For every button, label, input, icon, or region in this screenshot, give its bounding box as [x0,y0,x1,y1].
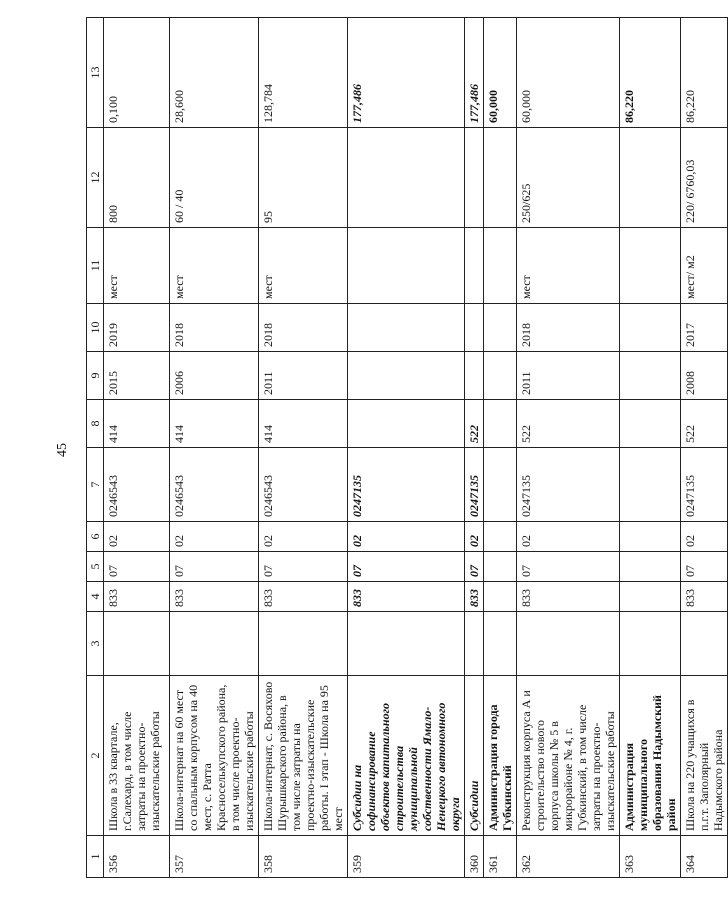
amount: 177,486 [465,18,484,128]
cell-col7 [620,448,681,522]
cell-col4: 833 [517,582,620,612]
col-header-11: 11 [87,228,104,304]
cell-col4: 833 [170,582,259,612]
cell-col11 [465,228,484,304]
col-header-7: 7 [87,448,104,522]
row-number: 362 [517,836,620,878]
col-header-3: 3 [87,612,104,676]
cell-col12: 220/ 6760,03 [681,128,728,228]
cell-col8: 414 [104,400,170,448]
cell-col11 [348,228,465,304]
object-name: Администрация города Губкинский [484,676,517,836]
col-header-10: 10 [87,304,104,352]
cell-col11 [620,228,681,304]
table-row [104,18,170,878]
cell-col9 [484,352,517,400]
col-header-8: 8 [87,400,104,448]
table-row [348,18,465,878]
table-row [465,18,484,878]
cell-col9: 2008 [681,352,728,400]
cell-col5: 07 [348,552,465,582]
cell-col6: 02 [170,522,259,552]
row-number: 360 [465,836,484,878]
table-row [170,18,259,878]
cell-col3 [484,612,517,676]
cell-col12 [348,128,465,228]
cell-col4: 833 [348,582,465,612]
cell-col9 [348,352,465,400]
cell-col4: 833 [259,582,348,612]
cell-col9: 2006 [170,352,259,400]
amount: 60,000 [484,18,517,128]
cell-col11: мест [517,228,620,304]
table-row [681,18,728,878]
cell-col6 [484,522,517,552]
row-number: 361 [484,836,517,878]
cell-col3 [517,612,620,676]
cell-col11: мест/ м2 [681,228,728,304]
object-name: Школа-интернат на 60 мест со спальным корпусом на 40 мест, с. Ратта Красноселькупского района, в том числе проектно-изыскательские работы [170,676,259,836]
cell-col6 [620,522,681,552]
cell-col12 [465,128,484,228]
rotated-table-wrapper [86,18,725,878]
cell-col6: 02 [259,522,348,552]
col-header-1: 1 [87,836,104,878]
cell-col8 [348,400,465,448]
object-name: Школа-интернат, с. Восяхово Шурышкарского района, в том числе затраты на проектно-изыскательские работы. I этап - Школа на 95 мест [259,676,348,836]
cell-col3 [620,612,681,676]
cell-col8: 414 [259,400,348,448]
cell-col7: 0246543 [259,448,348,522]
cell-col9: 2011 [259,352,348,400]
page-number: 45 [55,443,70,457]
row-number: 356 [104,836,170,878]
cell-col9: 2011 [517,352,620,400]
cell-col7: 0247135 [681,448,728,522]
object-name: Реконструкция корпуса А и строительство нового корпуса школы № 5 в микрорайоне № 4, г. Губкинский, в том числе затраты на проектно-изыскательские работы [517,676,620,836]
cell-col11 [484,228,517,304]
object-name: Субсидии на софинансирование объектов капитального строительства муниципальной собственности Ямало-Ненецкого автономного округа [348,676,465,836]
amount: 0,100 [104,18,170,128]
cell-col4: 833 [104,582,170,612]
cell-col10 [348,304,465,352]
cell-col10: 2018 [170,304,259,352]
cell-col11: мест [104,228,170,304]
cell-col3 [259,612,348,676]
cell-col3 [465,612,484,676]
table-row [259,18,348,878]
col-header-4: 4 [87,582,104,612]
col-header-9: 9 [87,352,104,400]
cell-col7: 0246543 [170,448,259,522]
cell-col8 [620,400,681,448]
cell-col4: 833 [465,582,484,612]
cell-col6: 02 [681,522,728,552]
cell-col12: 95 [259,128,348,228]
cell-col6: 02 [517,522,620,552]
object-name: Администрация муниципального образования Надымский район [620,676,681,836]
cell-col4: 833 [681,582,728,612]
cell-col5: 07 [104,552,170,582]
cell-col3 [681,612,728,676]
cell-col11: мест [259,228,348,304]
amount: 128,784 [259,18,348,128]
cell-col5: 07 [465,552,484,582]
row-number: 358 [259,836,348,878]
col-header-5: 5 [87,552,104,582]
cell-col9 [465,352,484,400]
object-name: Школа на 220 учащихся в п.г.т. Заполярный Надымского района [681,676,728,836]
cell-col9: 2015 [104,352,170,400]
cell-col8 [484,400,517,448]
cell-col9 [620,352,681,400]
cell-col7: 0247135 [517,448,620,522]
amount: 86,220 [620,18,681,128]
cell-col5: 07 [259,552,348,582]
cell-col3 [348,612,465,676]
cell-col5: 07 [517,552,620,582]
cell-col8: 414 [170,400,259,448]
cell-col3 [170,612,259,676]
table-row [484,18,517,878]
cell-col4 [620,582,681,612]
cell-col7: 0247135 [348,448,465,522]
cell-col3 [104,612,170,676]
cell-col12 [484,128,517,228]
cell-col10 [620,304,681,352]
amount: 28,600 [170,18,259,128]
cell-col7 [484,448,517,522]
cell-col10 [465,304,484,352]
cell-col12: 60 / 40 [170,128,259,228]
cell-col4 [484,582,517,612]
cell-col10: 2018 [259,304,348,352]
cell-col6: 02 [104,522,170,552]
cell-col5 [620,552,681,582]
cell-col5 [484,552,517,582]
col-header-13: 13 [87,18,104,128]
cell-col8: 522 [465,400,484,448]
row-number: 357 [170,836,259,878]
row-number: 363 [620,836,681,878]
col-header-2: 2 [87,676,104,836]
amount: 177,486 [348,18,465,128]
cell-col5: 07 [681,552,728,582]
cell-col6: 02 [465,522,484,552]
table-row [620,18,681,878]
cell-col10: 2019 [104,304,170,352]
cell-col5: 07 [170,552,259,582]
cell-col10: 2018 [517,304,620,352]
col-header-12: 12 [87,128,104,228]
row-number: 364 [681,836,728,878]
object-name: Школа в 33 квартале, г.Салехард, в том числе затраты на проектно-изыскательские работы [104,676,170,836]
col-header-6: 6 [87,522,104,552]
cell-col8: 522 [517,400,620,448]
cell-col10 [484,304,517,352]
cell-col10: 2017 [681,304,728,352]
column-number-row [87,18,104,878]
amount: 60,000 [517,18,620,128]
cell-col8: 522 [681,400,728,448]
budget-table [86,17,728,878]
cell-col6: 02 [348,522,465,552]
cell-col12: 250/625 [517,128,620,228]
cell-col7: 0246543 [104,448,170,522]
object-name: Субсидии [465,676,484,836]
cell-col7: 0247135 [465,448,484,522]
cell-col12 [620,128,681,228]
row-number: 359 [348,836,465,878]
table-row [517,18,620,878]
cell-col12: 800 [104,128,170,228]
amount: 86,220 [681,18,728,128]
cell-col11: мест [170,228,259,304]
